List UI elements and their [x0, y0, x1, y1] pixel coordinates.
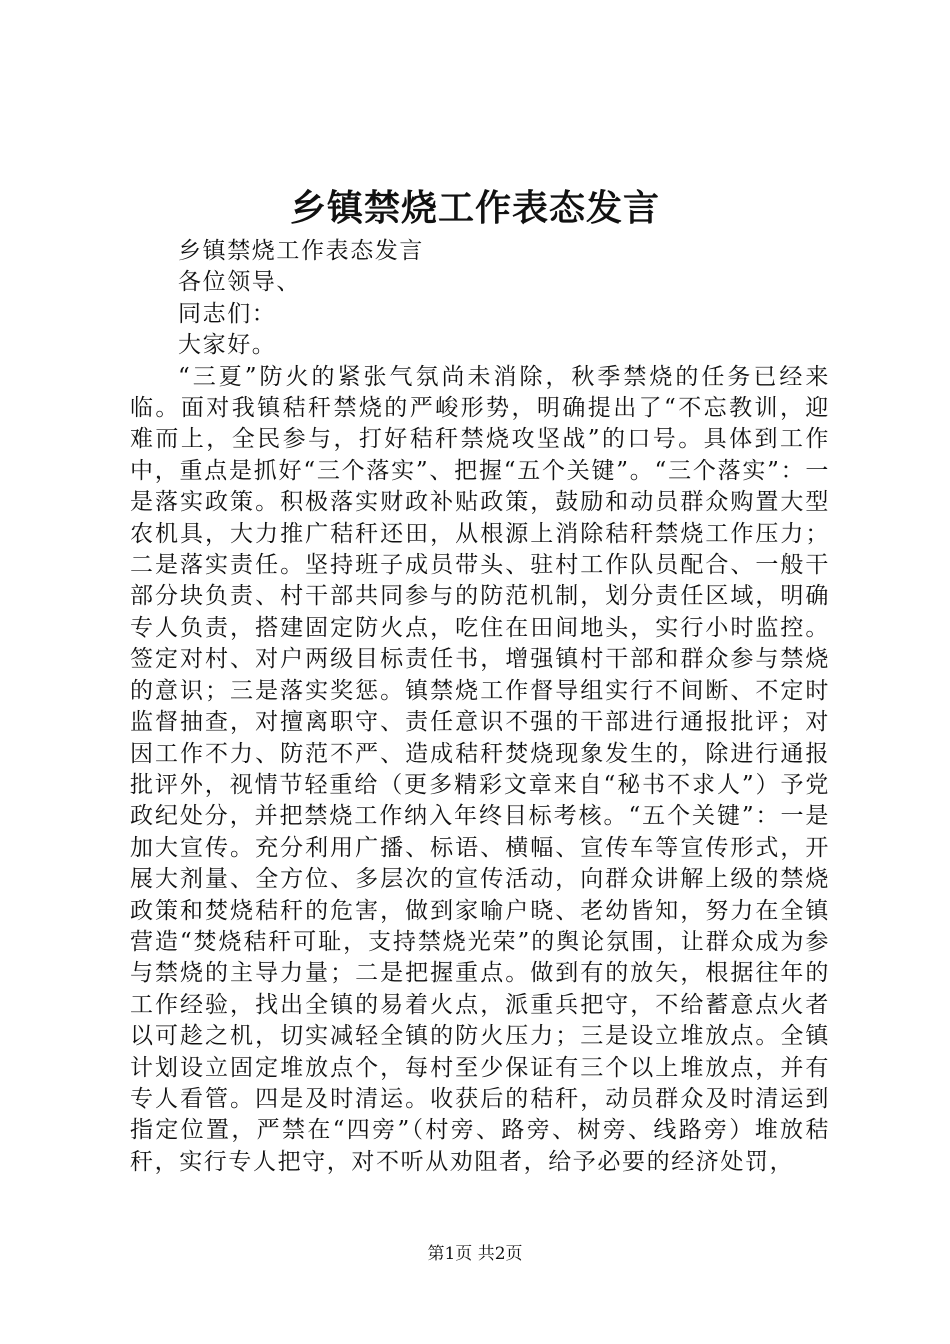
page-number: 第1页 共2页	[427, 1244, 523, 1264]
paragraph-subtitle: 乡镇禁烧工作表态发言	[178, 238, 424, 264]
document-title: 乡镇禁烧工作表态发言	[289, 187, 660, 229]
paragraph-salutation-leaders: 各位领导、	[178, 269, 301, 296]
paragraph-salutation-comrades: 同志们：	[178, 300, 277, 327]
paragraph-main: “三夏”防火的紧张气氛尚未消除，秋季禁烧的任务已经来临。面对我镇秸秆禁烧的严峻形势，明确提出了“不忘教训，迎难而上，全民参与，打好秸秆禁烧攻坚战”的口号。具体到工作中，重点是抓好“三个落实”、把握“五个关键”。“三个落实”：一是落实政策。积极落实财政补贴政策，鼓励和动员群众购置大型农机具，大力推广秸秆还田，从根源上消除秸秆禁烧工作压力；二是落实责任。坚持班子成员带头、驻村工作队员配合、一般干部分块负责、村干部共同参与的防范机制，划分责任区域，明确专人负责，搭建固定防火点，吃住在田间地头，实行小时监控。签定对村、对户两级目标责任书，增强镇村干部和群众参与禁烧的意识；三是落实奖惩。镇禁烧工作督导组实行不间断、不定时监督抽查，对擅离职守、责任意识不强的干部进行通报批评；对因工作不力、防范不严、造成秸秆焚烧现象发生的，除进行通报批评外，视情节轻重给（更多精彩文章来自“秘书不求人”）予党政纪处分，并把禁烧工作纳入年终目标考核。“五个关键”：一是加大宣传。充分利用广播、标语、横幅、宣传车等宣传形式，开展大剂量、全方位、多层次的宣传活动，向群众讲解上级的禁烧政策和焚烧秸秆的危害，做到家喻户晓、老幼皆知，努力在全镇营造“焚烧秸秆可耻，支持禁烧光荣”的舆论氛围，让群众成为参与禁烧的主导力量；二是把握重点。做到有的放矢，根据往年的工作经验，找出全镇的易着火点，派重兵把守，不给蓄意点火者以可趁之机，切实减轻全镇的防火压力；三是设立堆放点。全镇计划设立固定堆放点个，每村至少保证有三个以上堆放点，并有专人看管。四是及时清运。收获后的秸秆，动员群众及时清运到指定位置，严禁在“四旁”（村旁、路旁、树旁、线路旁）堆放秸秆，实行专人把守，对不听从劝阻者，给予必要的经济处罚，	[130, 363, 830, 1175]
document-body	[130, 236, 830, 1178]
paragraph-greeting: 大家好。	[178, 332, 277, 359]
